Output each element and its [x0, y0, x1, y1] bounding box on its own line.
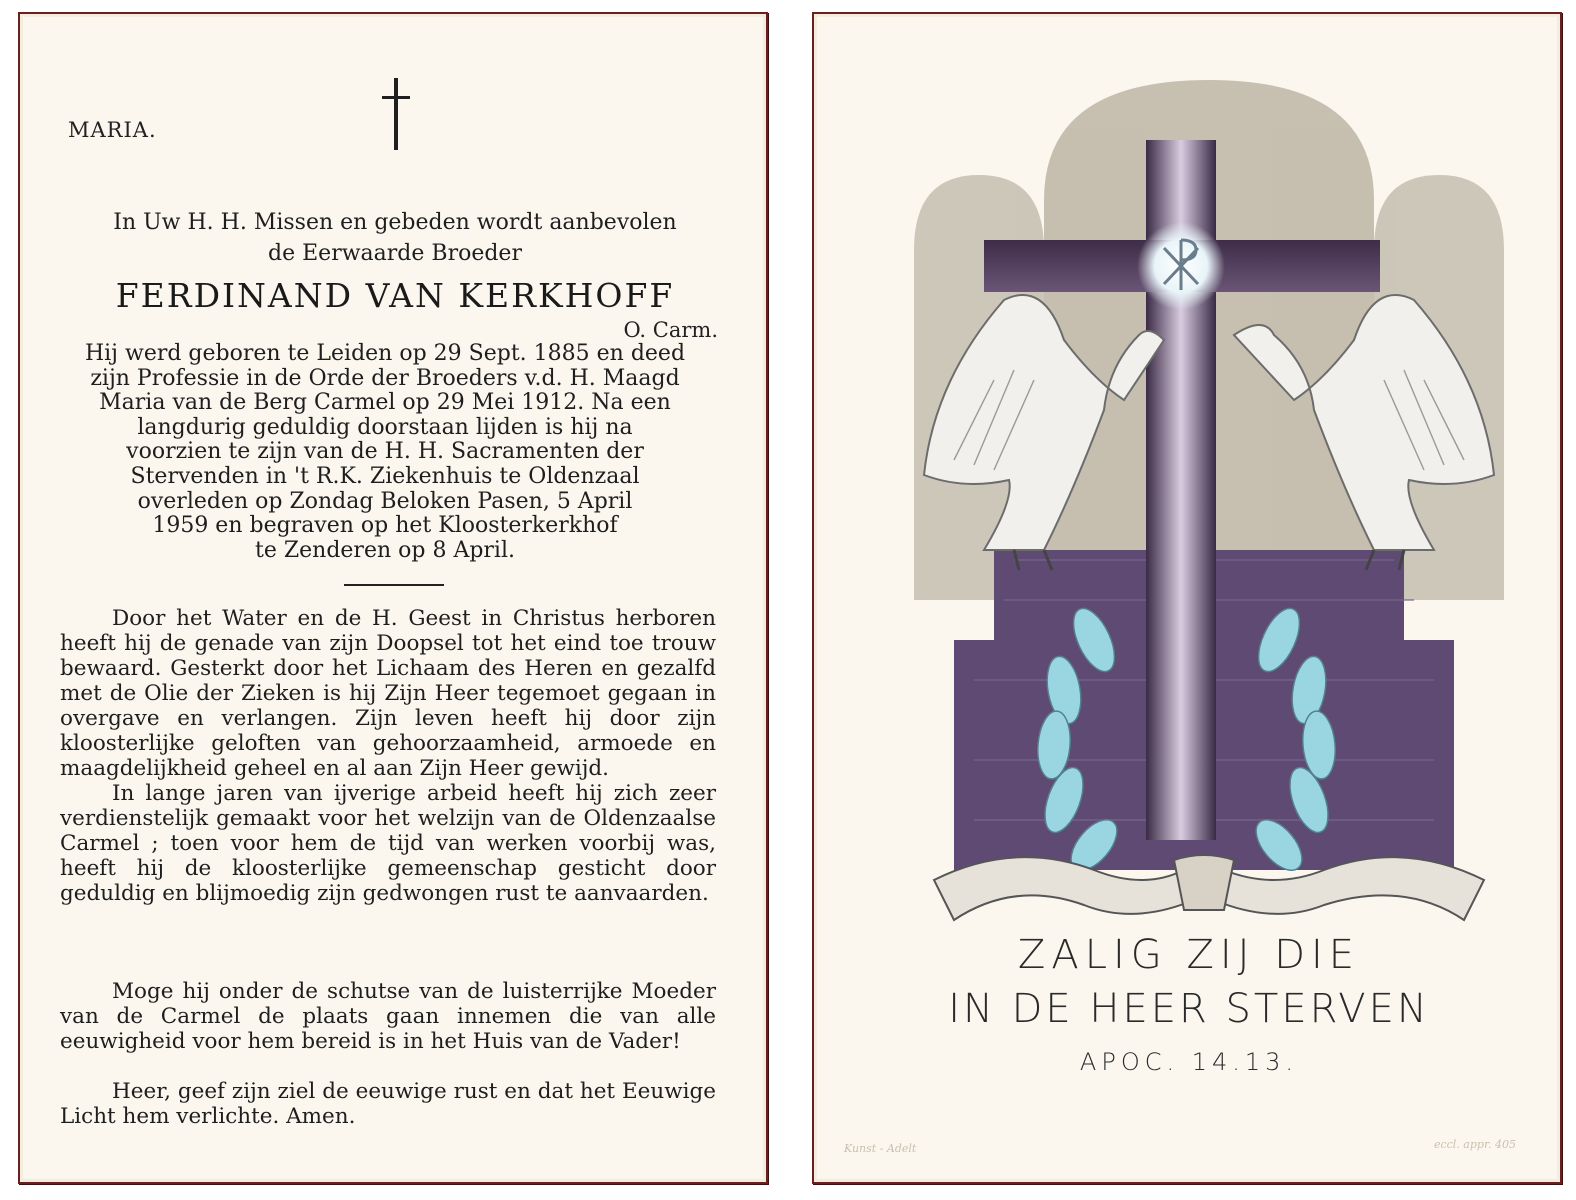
- religious-order: O. Carm.: [623, 318, 718, 342]
- motto-line-2: IN DE HEER STERVEN: [948, 986, 1430, 1032]
- scripture-reference: APOC. 14.13.: [1079, 1048, 1299, 1076]
- ribbon-icon: [934, 855, 1484, 920]
- approval-number: eccl. appr. 405: [1433, 1138, 1516, 1151]
- paragraph-text: Moge hij onder de schutse van de luisterrijke Moeder van de Carmel de plaats gaan innemen die van alle eeuwigheid voor hem bereid is in het Huis van de Vader!: [60, 979, 716, 1054]
- paragraph-prayer: [60, 979, 716, 1054]
- bio-line: te Zenderen op 8 April.: [255, 537, 515, 563]
- paragraph-baptism: [60, 606, 716, 906]
- paragraph-amen: [60, 1079, 716, 1129]
- printer-credit: Kunst - Adelt: [844, 1142, 917, 1155]
- paragraph-text: Heer, geef zijn ziel de eeuwige rust en dat het Eeuwige Licht hem verlichte. Amen.: [60, 1079, 716, 1129]
- bio-line: Stervenden in 't R.K. Ziekenhuis te Oldenzaal: [130, 463, 640, 489]
- paragraph-text: Door het Water en de H. Geest in Christus herboren heeft hij de genade van zijn Doopsel tot het eind toe trouw bewaard. Gesterkt door het Lichaam des Heren en gezalfd met de Olie der Zieken is hij Zijn Heer tegemoet gegaan in overgave en verlangen. Zijn leven heeft hij door zijn kloosterlijke geloften van gehoorzaamheid, armoede en maagdelijkheid geheel en al aan Zijn Heer gewijd.: [60, 606, 716, 781]
- divider: [344, 584, 444, 586]
- bio-line: overleden op Zondag Beloken Pasen, 5 April: [137, 488, 633, 514]
- bio-line: 1959 en begraven op het Kloosterkerkhof: [152, 513, 618, 539]
- bio-line: voorzien te zijn van de H. H. Sacramenten der: [126, 439, 644, 465]
- bio-line: zijn Professie in de Orde der Broeders v.d. H. Maagd: [90, 365, 680, 391]
- intro-line-brother: de Eerwaarde Broeder: [268, 241, 522, 266]
- bio-line: langdurig geduldig doorstaan lijden is hij na: [137, 414, 633, 440]
- cross-doves-illustration: [894, 80, 1524, 940]
- biography: [60, 342, 710, 563]
- paragraph-text: In lange jaren van ijverige arbeid heeft hij zich zeer verdienstelijk gemaakt voor het welzijn van de Oldenzaalse Carmel ; toen voor hem de tijd van werken voorbij was, heeft hij de kloosterlijke gemeenschap gesticht door geduldig en blijmoedig zijn gedwongen rust te aanvaarden.: [60, 781, 716, 906]
- bio-line: Maria van de Berg Carmel op 29 Mei 1912. Na een: [99, 390, 671, 416]
- deceased-name: FERDINAND VAN KERKHOFF: [115, 276, 675, 315]
- memorial-text-card: [18, 12, 768, 1184]
- maria-heading: MARIA.: [68, 118, 157, 142]
- cross-icon: [378, 78, 414, 150]
- bio-line: Hij werd geboren te Leiden op 29 Sept. 1885 en deed: [84, 341, 686, 366]
- motto-line-1: ZALIG ZIJ DIE: [1017, 932, 1361, 978]
- intro-line: In Uw H. H. Missen en gebeden wordt aanbevolen: [113, 210, 677, 235]
- memorial-image-card: [812, 12, 1562, 1184]
